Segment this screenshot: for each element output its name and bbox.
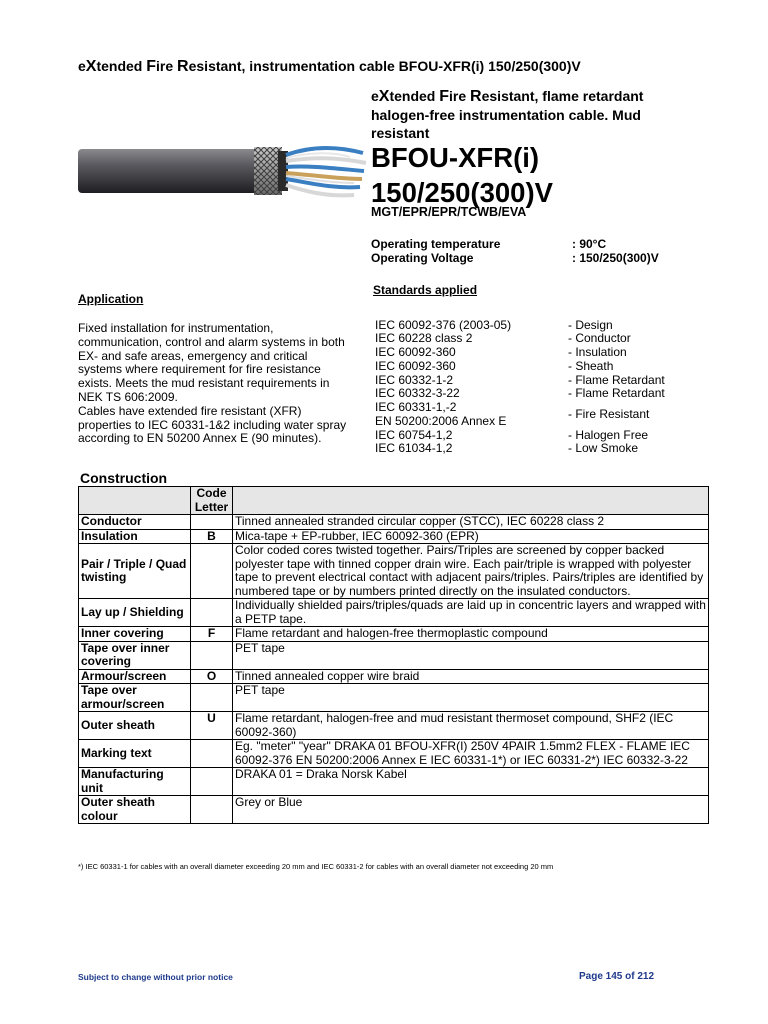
application-heading: Application <box>78 292 144 306</box>
row-label: Lay up / Shielding <box>79 599 191 627</box>
standard-name: IEC 60332-3-22 <box>375 386 460 400</box>
row-label: Conductor <box>79 515 191 530</box>
table-row <box>79 529 709 544</box>
table-row <box>79 740 709 768</box>
product-subtitle: eXtended Fire Resistant, flame retardant halogen-free instrumentation cable. Mud resistant <box>371 88 644 141</box>
table-row <box>79 669 709 684</box>
cable-cores <box>284 148 368 195</box>
spec-label-voltage: Operating Voltage <box>371 251 474 265</box>
row-code <box>191 684 233 712</box>
header-cell-blank <box>233 487 709 515</box>
row-label: Manufacturing unit <box>79 768 191 796</box>
standard-name: IEC 61034-1,2 <box>375 441 453 455</box>
construction-heading: Construction <box>80 470 168 486</box>
header-cell-code-letter: Code Letter <box>191 487 233 515</box>
application-line: NEK TS 606:2009. <box>78 389 178 404</box>
table-header-row <box>79 487 709 515</box>
application-line: systems where requirement for fire resistance <box>78 362 321 377</box>
standard-name: IEC 60092-376 (2003-05) <box>375 318 512 332</box>
table-row <box>79 515 709 530</box>
standard-name: IEC 60228 class 2 <box>375 331 473 345</box>
row-label: Armour/screen <box>79 669 191 684</box>
standard-name: IEC 60332-1-2 <box>375 373 454 387</box>
row-code <box>191 515 233 530</box>
application-line: communication, control and alarm systems in both <box>78 334 345 349</box>
row-code <box>191 544 233 599</box>
row-description: Mica-tape + EP-rubber, IEC 60092-360 (EPR) <box>233 529 709 544</box>
spec-label-temperature: Operating temperature <box>371 237 501 251</box>
standard-desc: - Conductor <box>568 331 631 345</box>
row-code: F <box>191 627 233 642</box>
page-number: Page 145 of 212 <box>579 971 655 982</box>
standard-desc: - Low Smoke <box>568 441 639 455</box>
row-label: Marking text <box>79 740 191 768</box>
standard-name: IEC 60754-1,2 <box>375 428 453 442</box>
standard-desc: - Design <box>568 318 613 332</box>
application-line: EX- and safe areas, emergency and critical <box>78 348 308 363</box>
row-code <box>191 599 233 627</box>
row-label: Outer sheath colour <box>79 796 191 824</box>
page-title: eXtended Fire Resistant, instrumentation cable BFOU-XFR(i) 150/250(300)V <box>78 58 581 75</box>
row-description: Eg. "meter" "year" DRAKA 01 BFOU-XFR(I) 250V 4PAIR 1.5mm2 FLEX - FLAME IEC 60092-376 EN 50200:2006 Annex E IEC 60331-1*) or IEC 60331-2*) IEC 60332-3-22 <box>233 740 709 768</box>
standard-desc: - Flame Retardant <box>568 373 665 387</box>
row-code <box>191 641 233 669</box>
footer-disclaimer: Subject to change without prior notice <box>78 972 233 982</box>
row-description: PET tape <box>233 641 709 669</box>
construction-table <box>78 486 709 824</box>
standard-desc: - Fire Resistant <box>568 407 650 421</box>
row-label: Pair / Triple / Quad twisting <box>79 544 191 599</box>
standard-desc: - Flame Retardant <box>568 386 665 400</box>
row-code: U <box>191 712 233 740</box>
cable-product-image <box>78 135 368 215</box>
spec-value-voltage: : 150/250(300)V <box>572 251 659 265</box>
footnote: *) IEC 60331-1 for cables with an overall diameter exceeding 20 mm and IEC 60331-2 for cables with an overall diameter not exceeding 20 mm <box>78 862 554 871</box>
header-cell-blank <box>79 487 191 515</box>
application-line: Cables have extended fire resistant (XFR) <box>78 403 302 418</box>
row-code <box>191 768 233 796</box>
table-row <box>79 641 709 669</box>
row-label: Tape over armour/screen <box>79 684 191 712</box>
row-code: B <box>191 529 233 544</box>
standard-name: IEC 60331-1,-2 <box>375 400 457 414</box>
spec-value-temperature: : 90°C <box>572 237 607 251</box>
row-code <box>191 796 233 824</box>
row-description: DRAKA 01 = Draka Norsk Kabel <box>233 768 709 796</box>
row-label: Inner covering <box>79 627 191 642</box>
row-description: Tinned annealed stranded circular copper (STCC), IEC 60228 class 2 <box>233 515 709 530</box>
row-code <box>191 740 233 768</box>
standards-heading: Standards applied <box>373 283 478 297</box>
row-label: Outer sheath <box>79 712 191 740</box>
standard-name: EN 50200:2006 Annex E <box>375 414 507 428</box>
row-description: Tinned annealed copper wire braid <box>233 669 709 684</box>
application-line: properties to IEC 60331-1&2 including water spray <box>78 417 347 432</box>
row-label: Tape over inner covering <box>79 641 191 669</box>
table-row <box>79 796 709 824</box>
application-line: exists. Meets the mud resistant requirements in <box>78 376 330 391</box>
standard-name: IEC 60092-360 <box>375 345 456 359</box>
table-row <box>79 684 709 712</box>
standard-desc: - Halogen Free <box>568 428 649 442</box>
product-name <box>371 140 553 210</box>
product-name-line: BFOU-XFR(i) <box>371 142 540 173</box>
application-text <box>78 322 368 446</box>
row-code: O <box>191 669 233 684</box>
application-line: according to EN 50200 Annex E (90 minutes). <box>78 431 322 446</box>
table-row <box>79 712 709 740</box>
table-row <box>79 627 709 642</box>
row-description: Flame retardant, halogen-free and mud resistant thermoset compound, SHF2 (IEC 60092-360) <box>233 712 709 740</box>
standard-desc: - Insulation <box>568 345 627 359</box>
row-description: Individually shielded pairs/triples/quads are laid up in concentric layers and wrapped with a PETP tape. <box>233 599 709 627</box>
product-voltage-line: 150/250(300)V <box>371 177 553 208</box>
application-line: Fixed installation for instrumentation, <box>78 321 274 335</box>
row-description: Color coded cores twisted together. Pairs/Triples are screened by copper backed polyester tape with tinned copper drain wire. Each pair/triple is wrapped with polyester tape to prevent electrical contact with adjacent pairs/triples. Pairs/triples are identified by numbered tape or by numbers printed directly on the insulated conductors. <box>233 544 709 599</box>
standard-desc: - Sheath <box>568 359 614 373</box>
table-row <box>79 768 709 796</box>
standard-name: IEC 60092-360 <box>375 359 456 373</box>
table-row <box>79 599 709 627</box>
table-row <box>79 544 709 599</box>
row-description: Flame retardant and halogen-free thermoplastic compound <box>233 627 709 642</box>
row-label: Insulation <box>79 529 191 544</box>
row-description: PET tape <box>233 684 709 712</box>
row-description: Grey or Blue <box>233 796 709 824</box>
product-code: MGT/EPR/EPR/TCWB/EVA <box>371 205 527 219</box>
